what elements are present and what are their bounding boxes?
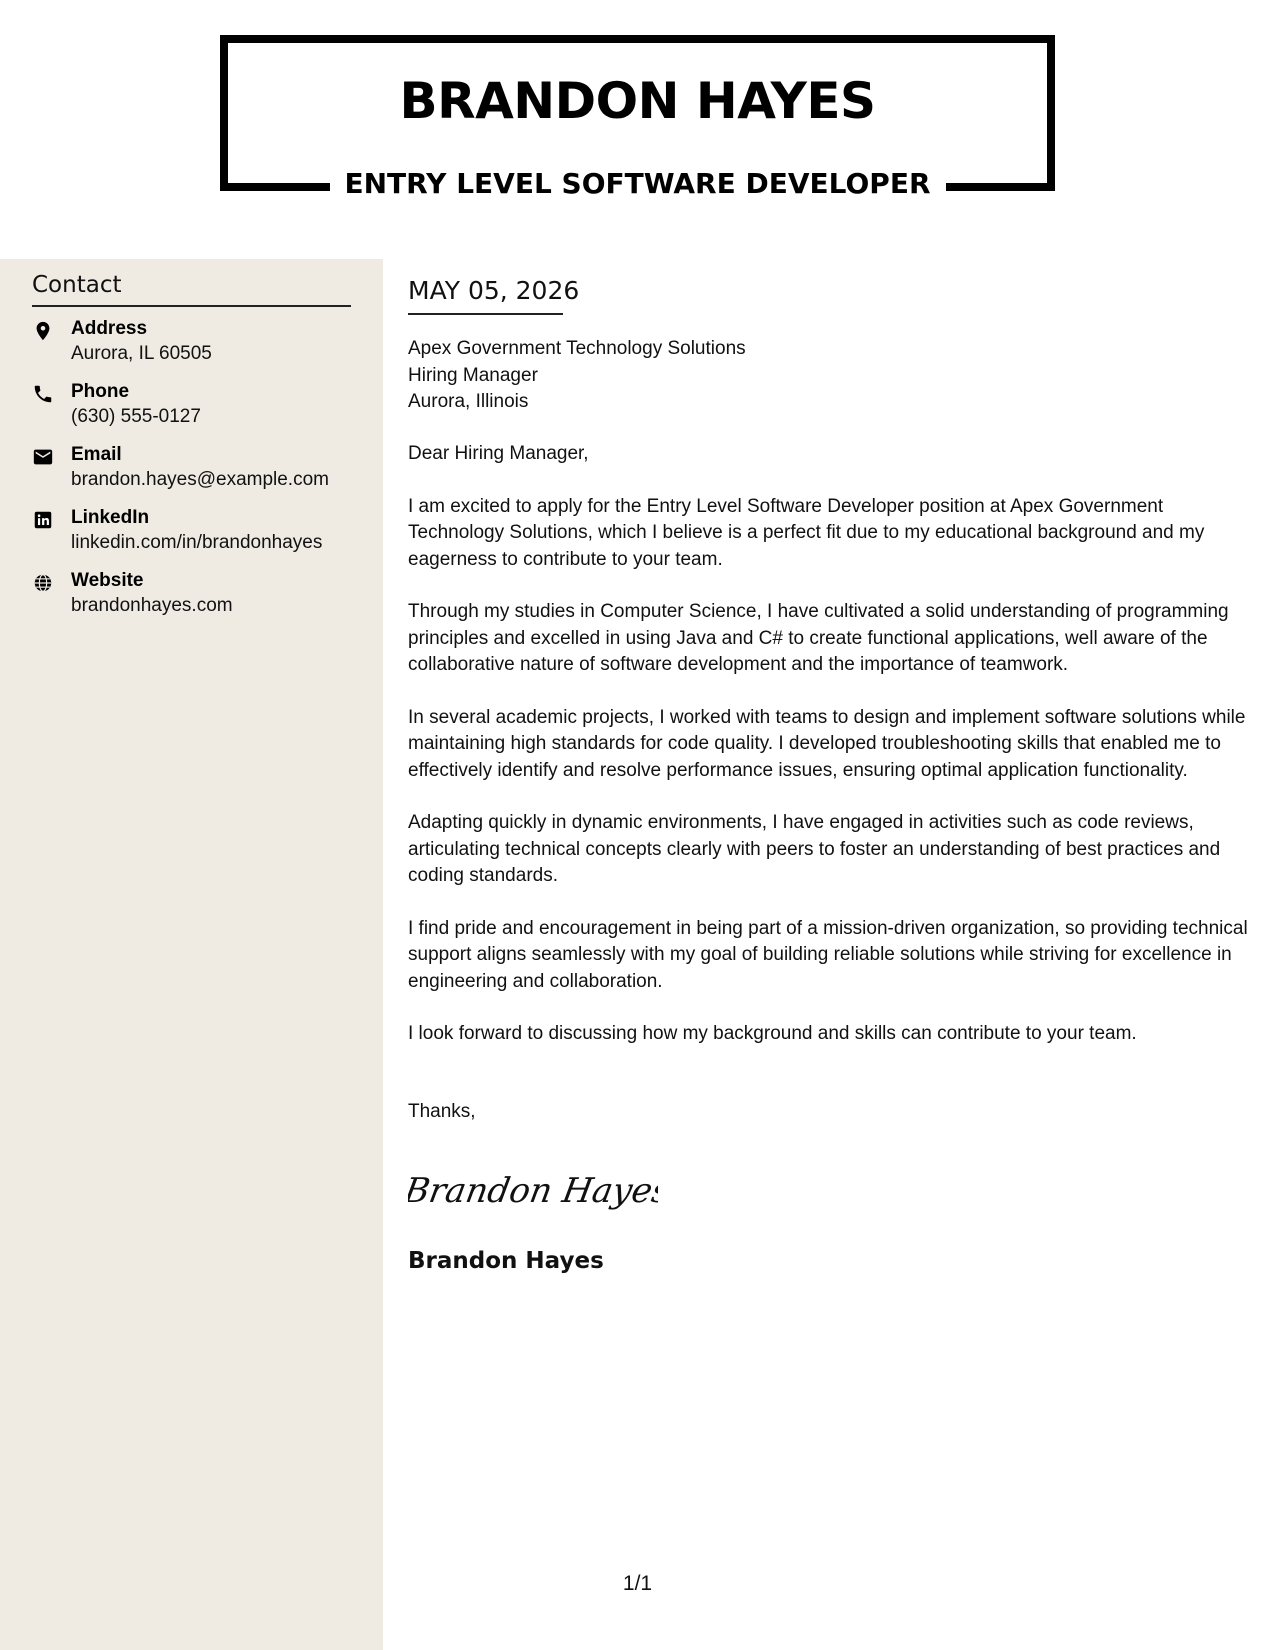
paragraph-1: I am excited to apply for the Entry Level Software Developer position at Apex Government Technology Solutions, which I believe is a perfect fit due to my educational background and my eagerness to contribute to your team.	[408, 495, 1205, 570]
recipient-company: Apex Government Technology Solutions	[408, 338, 746, 359]
envelope-icon	[32, 446, 54, 468]
closing: Thanks,	[408, 1101, 476, 1122]
linkedin-label: LinkedIn	[71, 507, 150, 528]
paragraph-3: In several academic projects, I worked with teams to design and implement software solutions while maintaining high standards for code quality. I developed troubleshooting skills that enabled me to effectively identify and resolve performance issues, ensuring optimal application functionality.	[408, 706, 1246, 781]
recipient-location: Aurora, Illinois	[408, 391, 529, 412]
job-title: ENTRY LEVEL SOFTWARE DEVELOPER	[344, 167, 931, 200]
handwritten-signature	[408, 1160, 658, 1225]
address-value: Aurora, IL 60505	[71, 343, 212, 364]
signer-name: Brandon Hayes	[408, 1248, 604, 1274]
contact-divider	[32, 305, 351, 307]
phone-icon	[32, 383, 54, 405]
address-label: Address	[71, 318, 148, 339]
email-value: brandon.hayes@example.com	[71, 469, 329, 490]
phone-label: Phone	[71, 381, 130, 402]
linkedin-value: linkedin.com/in/brandonhayes	[71, 532, 323, 553]
letter-date: MAY 05, 2026	[408, 276, 580, 305]
letter-body	[408, 441, 1248, 1074]
applicant-name: BRANDON HAYES	[399, 72, 876, 130]
date-underline	[408, 313, 563, 315]
paragraph-5: I find pride and encouragement in being part of a mission-driven organization, so providing technical support aligns seamlessly with my goal of building reliable solutions while striving for excellence in engineering and collaboration.	[408, 917, 1248, 992]
recipient-block	[408, 336, 746, 416]
website-value: brandonhayes.com	[71, 595, 233, 616]
website-label: Website	[71, 570, 144, 591]
email-label: Email	[71, 444, 122, 465]
paragraph-6: I look forward to discussing how my background and skills can contribute to your team.	[408, 1023, 1137, 1044]
contact-heading: Contact	[32, 272, 122, 298]
signature-text: Brandon Hayes	[408, 1171, 658, 1211]
sidebar	[0, 259, 383, 1650]
globe-icon	[32, 572, 54, 594]
paragraph-4: Adapting quickly in dynamic environments, I have engaged in activities such as code reviews, articulating technical concepts clearly with peers to foster an understanding of best practices and coding standards.	[408, 812, 1221, 886]
phone-value: (630) 555-0127	[71, 406, 201, 427]
paragraph-2: Through my studies in Computer Science, I have cultivated a solid understanding of programming principles and excelled in using Java and C# to create functional applications, well aware of the collaborative nature of software development and the importance of teamwork.	[408, 601, 1229, 675]
recipient-role: Hiring Manager	[408, 364, 538, 386]
linkedin-icon	[32, 509, 54, 531]
map-pin-icon	[32, 320, 54, 342]
salutation: Dear Hiring Manager,	[408, 443, 589, 464]
page-number: 1/1	[622, 1572, 653, 1595]
